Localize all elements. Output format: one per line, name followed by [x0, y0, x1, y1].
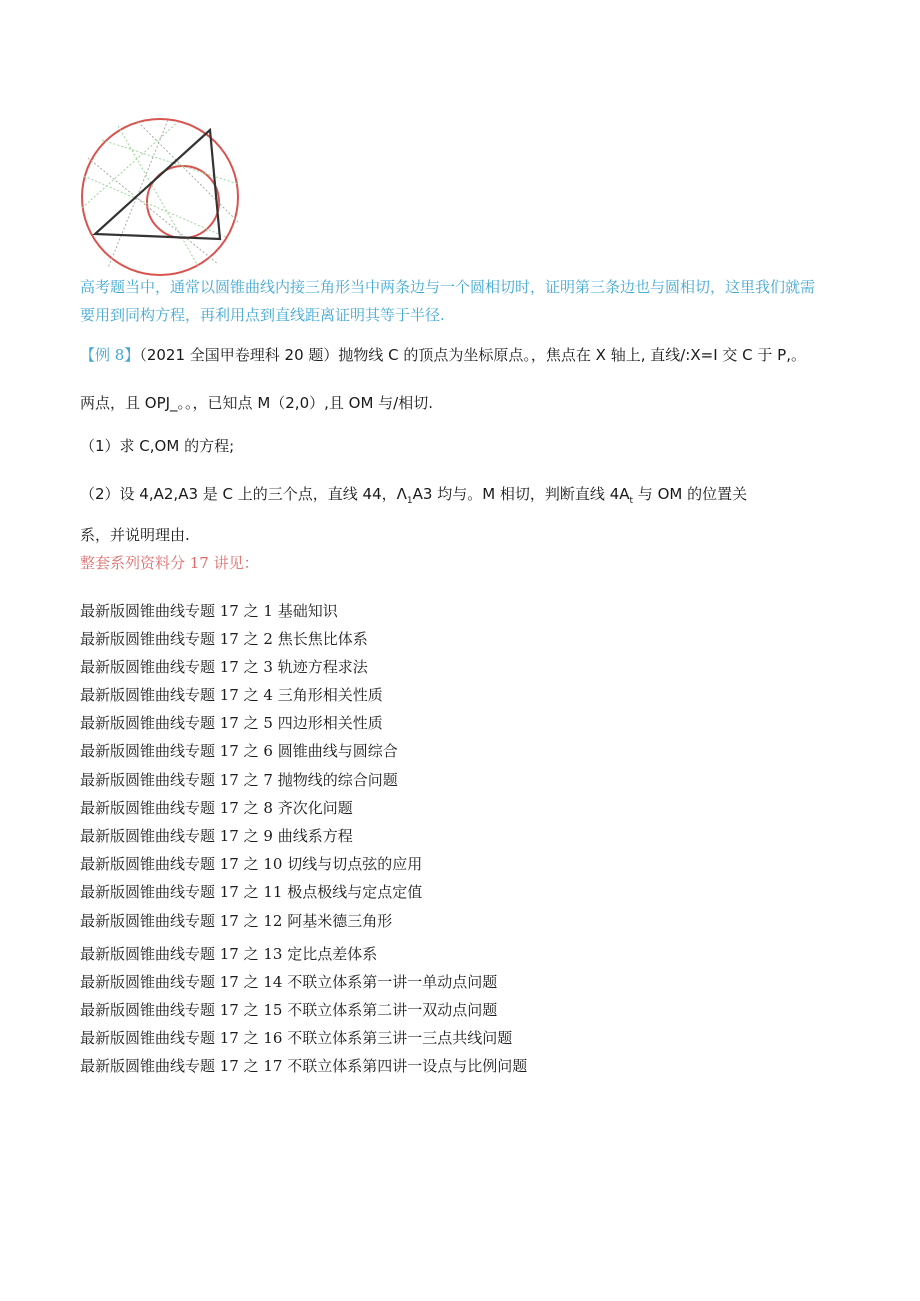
question-2-sub-1: 1	[406, 496, 413, 506]
example-text-1: （2021 全国甲卷理科 20 题）抛物线 C 的顶点为坐标原点。，焦点在 X 轴上, 直线/:X=I 交 C 于 P,。	[139, 346, 806, 364]
series-item-13: 最新版圆锥曲线专题 17 之 13 定比点差体系	[80, 945, 378, 963]
series-item-1: 最新版圆锥曲线专题 17 之 1 基础知识	[80, 602, 338, 620]
question-1: （1）求 C,OM 的方程;	[80, 437, 235, 455]
series-item-5: 最新版圆锥曲线专题 17 之 5 四边形相关性质	[80, 714, 383, 732]
question-2-line-1	[80, 484, 747, 511]
question-2-part-3: 与 OM 的位置关	[633, 485, 748, 503]
series-item-9: 最新版圆锥曲线专题 17 之 9 曲线系方程	[80, 827, 353, 845]
series-item-3: 最新版圆锥曲线专题 17 之 3 轨迹方程求法	[80, 658, 368, 676]
example-line-1	[80, 345, 806, 365]
series-item-7: 最新版圆锥曲线专题 17 之 7 抛物线的综合问题	[80, 771, 398, 789]
outer-circle	[82, 119, 238, 275]
series-item-11: 最新版圆锥曲线专题 17 之 11 极点极线与定点定值	[80, 883, 423, 901]
series-item-4: 最新版圆锥曲线专题 17 之 4 三角形相关性质	[80, 686, 383, 704]
intro-line-1: 高考题当中，通常以圆锥曲线内接三角形当中两条边与一个圆相切时，证明第三条边也与圆相切，这里我们就需	[80, 278, 816, 296]
question-2-sub-2: t	[629, 496, 634, 506]
dotted-construction-lines	[82, 122, 238, 266]
series-item-6: 最新版圆锥曲线专题 17 之 6 圆锥曲线与圆综合	[80, 742, 398, 760]
series-item-15: 最新版圆锥曲线专题 17 之 15 不联立体系第二讲一双动点问题	[80, 1001, 498, 1019]
series-item-14: 最新版圆锥曲线专题 17 之 14 不联立体系第一讲一单动点问题	[80, 973, 498, 991]
series-item-2: 最新版圆锥曲线专题 17 之 2 焦长焦比体系	[80, 630, 368, 648]
question-2-part-2: A3 均与。M 相切，判断直线 4A	[412, 485, 630, 503]
question-2-line-2: 系，并说明理由.	[80, 526, 190, 544]
example-line-2: 两点，且 OPJ_。。，已知点 M（2,0）,且 OM 与/相切.	[80, 394, 433, 412]
series-item-10: 最新版圆锥曲线专题 17 之 10 切线与切点弦的应用	[80, 855, 423, 873]
question-2-part-1: （2）设 4,A2,A3 是 C 上的三个点，直线 44，Λ	[80, 485, 407, 503]
geometry-figure	[78, 118, 242, 276]
series-heading: 整套系列资料分 17 讲见：	[80, 554, 259, 572]
intro-line-2: 要用到同构方程，再利用点到直线距离证明其等于半径.	[80, 306, 445, 324]
series-item-12: 最新版圆锥曲线专题 17 之 12 阿基米德三角形	[80, 912, 393, 930]
series-item-17: 最新版圆锥曲线专题 17 之 17 不联立体系第四讲一设点与比例问题	[80, 1057, 528, 1075]
series-item-8: 最新版圆锥曲线专题 17 之 8 齐次化问题	[80, 799, 353, 817]
series-item-16: 最新版圆锥曲线专题 17 之 16 不联立体系第三讲一三点共线问题	[80, 1029, 513, 1047]
example-tag: 【例 8】	[80, 346, 140, 364]
